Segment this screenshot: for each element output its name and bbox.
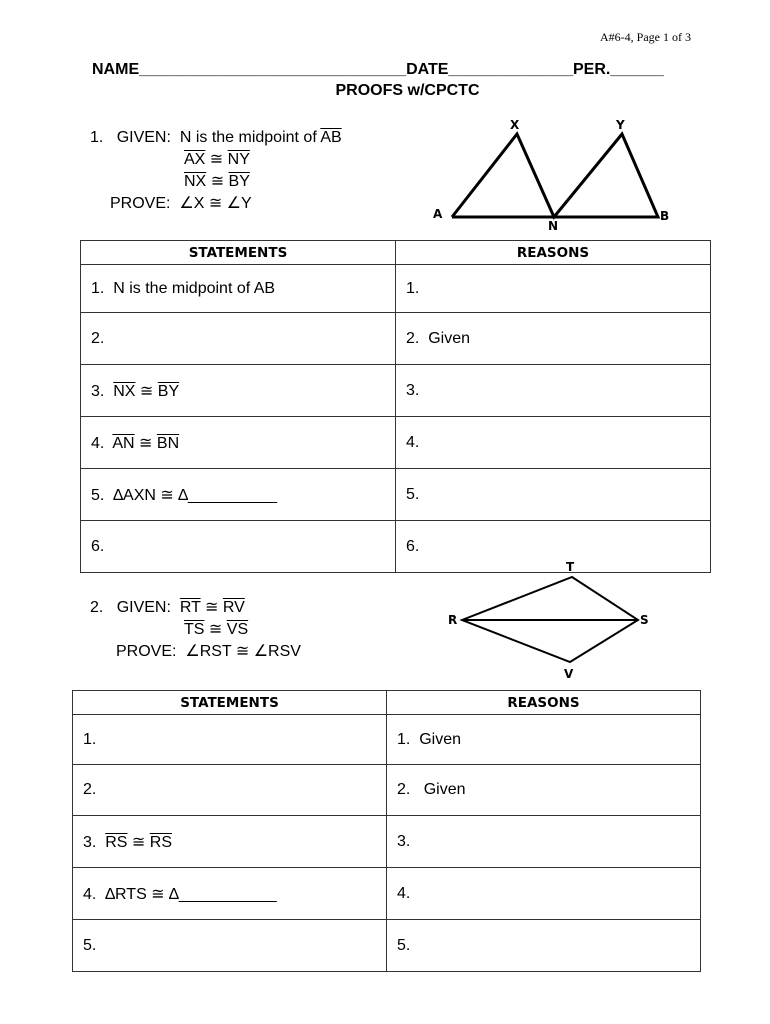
problem1-prove-text: ∠X ≅ ∠Y: [179, 195, 252, 212]
vertex-label-r: R: [448, 613, 458, 627]
reasons-header: REASONS: [387, 691, 701, 715]
vertex-label-n: N: [548, 219, 559, 233]
table-row: [73, 715, 701, 765]
problem2-proof-table: [72, 690, 701, 972]
reason-cell[interactable]: 1.: [396, 265, 711, 313]
vertex-label-b: B: [660, 209, 670, 223]
problem1-given-line2: $\overline{AX}$ ≅ $\overline{NY}$: [184, 151, 250, 168]
name-date-period-line: NAME______________________________DATE______________PER.______: [92, 61, 664, 78]
statement-cell[interactable]: 5. ∆AXN ≅ ∆__________: [81, 469, 396, 521]
page-reference: A#6-4, Page 1 of 3: [600, 30, 691, 44]
problem2-kite-figure: [440, 560, 670, 680]
problem1-given-block: [90, 127, 342, 215]
problem2-given-line1: 2. GIVEN: $\overline{RT}$ ≅ $\overline{RV}$: [90, 599, 245, 616]
problem2-given-line2: $\overline{TS}$ ≅ $\overline{VS}$: [184, 621, 249, 638]
problem1-given-line1: [90, 127, 342, 149]
problem2-prove-label: PROVE:: [116, 643, 177, 660]
vertex-label-t: T: [566, 560, 575, 574]
problem2-given-block: [90, 597, 301, 663]
problem1-given-line3: $\overline{NX}$ ≅ $\overline{BY}$: [184, 173, 250, 190]
problem1-prove-label: PROVE:: [110, 195, 171, 212]
table-row: [81, 417, 711, 469]
reason-cell[interactable]: 1. Given: [387, 715, 701, 765]
reason-cell[interactable]: 2. Given: [396, 313, 711, 365]
table-row: [73, 765, 701, 816]
reason-cell[interactable]: 4.: [396, 417, 711, 469]
statements-header: STATEMENTS: [81, 241, 396, 265]
problem1-given-text: N is the midpoint of: [179, 129, 317, 146]
reasons-header: REASONS: [396, 241, 711, 265]
vertex-label-y: Y: [616, 118, 625, 132]
reason-cell[interactable]: 2. Given: [387, 765, 701, 816]
vertex-label-v: V: [564, 667, 574, 681]
table-row: [73, 868, 701, 920]
problem1-given-label: GIVEN:: [116, 129, 171, 146]
statement-cell[interactable]: 5.: [73, 920, 387, 972]
statement-cell[interactable]: 1. N is the midpoint of AB: [81, 265, 396, 313]
statements-header: STATEMENTS: [73, 691, 387, 715]
reason-cell[interactable]: 5.: [387, 920, 701, 972]
statement-cell[interactable]: 4. ∆RTS ≅ ∆___________: [73, 868, 387, 920]
reason-cell[interactable]: 6.: [396, 521, 711, 573]
reason-cell[interactable]: 3.: [396, 365, 711, 417]
statement-cell[interactable]: 3. $\overline{RS}$ ≅ $\overline{RS}$: [73, 816, 387, 868]
statement-cell[interactable]: 3. $\overline{NX}$ ≅ $\overline{BY}$: [81, 365, 396, 417]
problem1-proof-table: [80, 240, 711, 573]
table-row: [81, 265, 711, 313]
triangles-axn-nyb: [452, 134, 658, 217]
problem2-prove-text: ∠RST ≅ ∠RSV: [185, 643, 301, 660]
table-row: [73, 816, 701, 868]
problem1-prove-line: [90, 193, 342, 215]
statement-cell[interactable]: 2.: [81, 313, 396, 365]
vertex-label-x: X: [510, 118, 520, 132]
problem2-given-label: GIVEN:: [116, 599, 171, 616]
problem2-prove-line: [90, 641, 301, 663]
reason-cell[interactable]: 5.: [396, 469, 711, 521]
problem1-number: 1.: [90, 129, 104, 146]
vertex-label-s: S: [640, 613, 649, 627]
statement-cell[interactable]: 1.: [73, 715, 387, 765]
reason-cell[interactable]: 3.: [387, 816, 701, 868]
statement-cell[interactable]: 2.: [73, 765, 387, 816]
problem1-given-segment: $\overline{AB}$: [320, 129, 342, 146]
table-row: [81, 469, 711, 521]
worksheet-title: PROOFS w/CPCTC: [335, 82, 480, 99]
problem2-number: 2.: [90, 599, 104, 616]
table-row: [73, 920, 701, 972]
table-row: [81, 313, 711, 365]
statement-cell[interactable]: 4. $\overline{AN}$ ≅ $\overline{BN}$: [81, 417, 396, 469]
statement-cell[interactable]: 6.: [81, 521, 396, 573]
table-row: [81, 365, 711, 417]
vertex-label-a: A: [433, 207, 443, 221]
reason-cell[interactable]: 4.: [387, 868, 701, 920]
